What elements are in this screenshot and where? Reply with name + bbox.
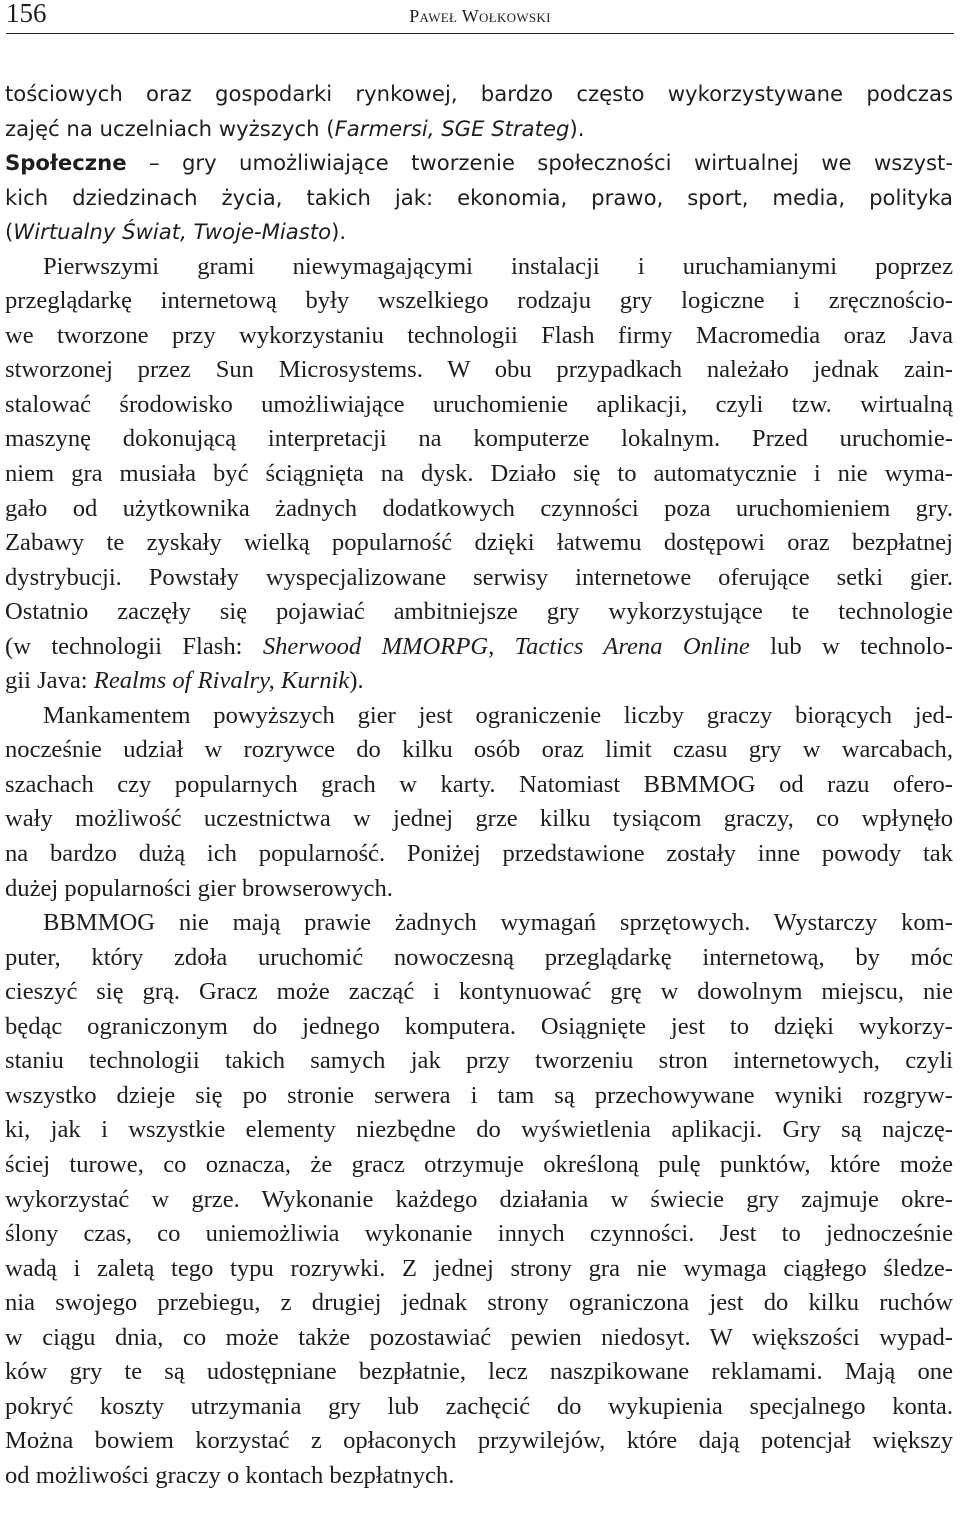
text-line: nocześnie udział w rozrywce do kilku osób oraz limit czasu gry w warcabach, — [5, 736, 953, 764]
text-line: będąc ograniczonym do jednego komputera. Osiągnięte jest to dzięki wykorzy- — [5, 1012, 953, 1040]
text-line: gało od użytkownika żadnych dodatkowych czynności poza uruchomieniem gry. — [5, 494, 953, 522]
text-line: Społeczne – gry umożliwiające tworzenie społeczności wirtualnej we wszyst- — [5, 150, 953, 176]
text-line: Pierwszymi grami niewymagającymi instalacji i uruchamianymi poprzez — [43, 252, 953, 280]
page-number: 156 — [6, 0, 47, 28]
text-line: nia swojego przebiegu, z drugiej jednak strony ograniczona jest do kilku ruchów — [5, 1289, 953, 1317]
text-line: ków gry te są udostępniane bezpłatnie, lecz naszpikowane reklamami. Mają one — [5, 1358, 953, 1386]
text-line: stalować środowisko umożliwiające uruchomienie aplikacji, czyli tzw. wirtualną — [5, 390, 953, 418]
bold-term: Społeczne — [5, 150, 127, 176]
text-line: wadą i zaletą tego typu rozrywki. Z jednej strony gra nie wymaga ciągłego śledze- — [5, 1254, 953, 1282]
text-line: ki, jak i wszystkie elementy niezbędne do wyświetlenia aplikacji. Gry są najczę- — [5, 1116, 953, 1144]
text-line: puter, który zdoła uruchomić nowoczesną przeglądarkę internetową, by móc — [5, 943, 953, 971]
text-line: tościowych oraz gospodarki rynkowej, bardzo często wykorzystywane podczas — [5, 81, 953, 106]
text-line: maszynę dokonującą interpretacji na komputerze lokalnym. Przed uruchomie- — [5, 425, 953, 453]
text-line: w ciągu dnia, co może także pozostawiać pewien niedosyt. W większości wypad- — [5, 1323, 953, 1351]
text-line: kich dziedzinach życia, takich jak: ekonomia, prawo, sport, media, polityka — [5, 184, 953, 210]
text-line: Mankamentem powyższych gier jest ograniczenie liczby graczy biorących jed- — [43, 701, 953, 729]
text-line: (Wirtualny Świat, Twoje-Miasto). — [5, 219, 347, 245]
italic-title: Sherwood MMORPG, Tactics Arena Online — [262, 632, 750, 660]
text-line: szachach czy popularnych grach w karty. Natomiast BBMMOG od razu ofero- — [5, 770, 953, 798]
text-line: ściej turowe, co oznacza, że gracz otrzymuje określoną pulę punktów, które może — [5, 1150, 953, 1178]
text-line: Można bowiem korzystać z opłaconych przywilejów, które dają potencjał większy — [5, 1427, 953, 1455]
text-line: wały możliwość uczestnictwa w jednej grze kilku tysiącom graczy, co wpłynęło — [5, 805, 953, 833]
page-header — [6, 0, 954, 34]
body-text — [5, 77, 953, 1493]
text-line: (w technologii Flash: Sherwood MMORPG, Tactics Arena Online lub w technolo- — [5, 632, 953, 660]
text-line: ślony czas, co uniemożliwia wykonanie innych czynności. Jest to jednocześnie — [5, 1220, 953, 1248]
text-line: przeglądarkę internetową były wszelkiego rodzaju gry logiczne i zręcznościo- — [5, 287, 953, 315]
text-line: na bardzo dużą ich popularność. Poniżej przedstawione zostały inne powody tak — [5, 840, 953, 868]
text-line: niem gra musiała być ściągnięta na dysk. Działo się to automatycznie i nie wyma- — [5, 460, 953, 488]
text-line: zajęć na uczelniach wyższych (Farmersi, SGE Strateg). — [5, 115, 585, 141]
italic-title: Wirtualny Świat, Twoje-Miasto — [13, 219, 332, 245]
text-line: gii Java: Realms of Rivalry, Kurnik). — [5, 667, 364, 695]
text-line: Ostatnio zaczęły się pojawiać ambitniejsze gry wykorzystujące te technologie — [5, 598, 953, 626]
text-line: wykorzystać w grze. Wykonanie każdego działania w świecie gry zajmuje okre- — [5, 1185, 953, 1213]
text-line: staniu technologii takich samych jak przy tworzeniu stron internetowych, czyli — [5, 1047, 953, 1075]
text-line: stworzonej przez Sun Microsystems. W obu przypadkach należało jednak zain- — [5, 356, 953, 384]
text-line: BBMMOG nie mają prawie żadnych wymagań sprzętowych. Wystarczy kom- — [43, 909, 953, 937]
text-line: dystrybucji. Powstały wyspecjalizowane serwisy internetowe oferujące setki gier. — [5, 563, 953, 591]
italic-title: Realms of Rivalry, Kurnik — [93, 667, 350, 695]
running-head-author: Paweł Wołkowski — [409, 6, 551, 26]
text-line: cieszyć się grą. Gracz może zacząć i kontynuować grę w dowolnym miejscu, nie — [5, 978, 953, 1006]
text-line: pokryć koszty utrzymania gry lub zachęcić do wykupienia specjalnego konta. — [5, 1392, 953, 1420]
text-line: wszystko dzieje się po stronie serwera i tam są przechowywane wyniki rozgryw- — [5, 1081, 953, 1109]
text-line: we tworzone przy wykorzystaniu technologii Flash firmy Macromedia oraz Java — [5, 321, 953, 349]
italic-title: Farmersi, SGE Strateg — [334, 115, 570, 141]
text-line: dużej popularności gier browserowych. — [5, 874, 393, 902]
text-line: Zabawy te zyskały wielką popularność dzięki łatwemu dostępowi oraz bezpłatnej — [5, 529, 953, 557]
text-line: od możliwości graczy o kontach bezpłatnych. — [5, 1461, 455, 1489]
